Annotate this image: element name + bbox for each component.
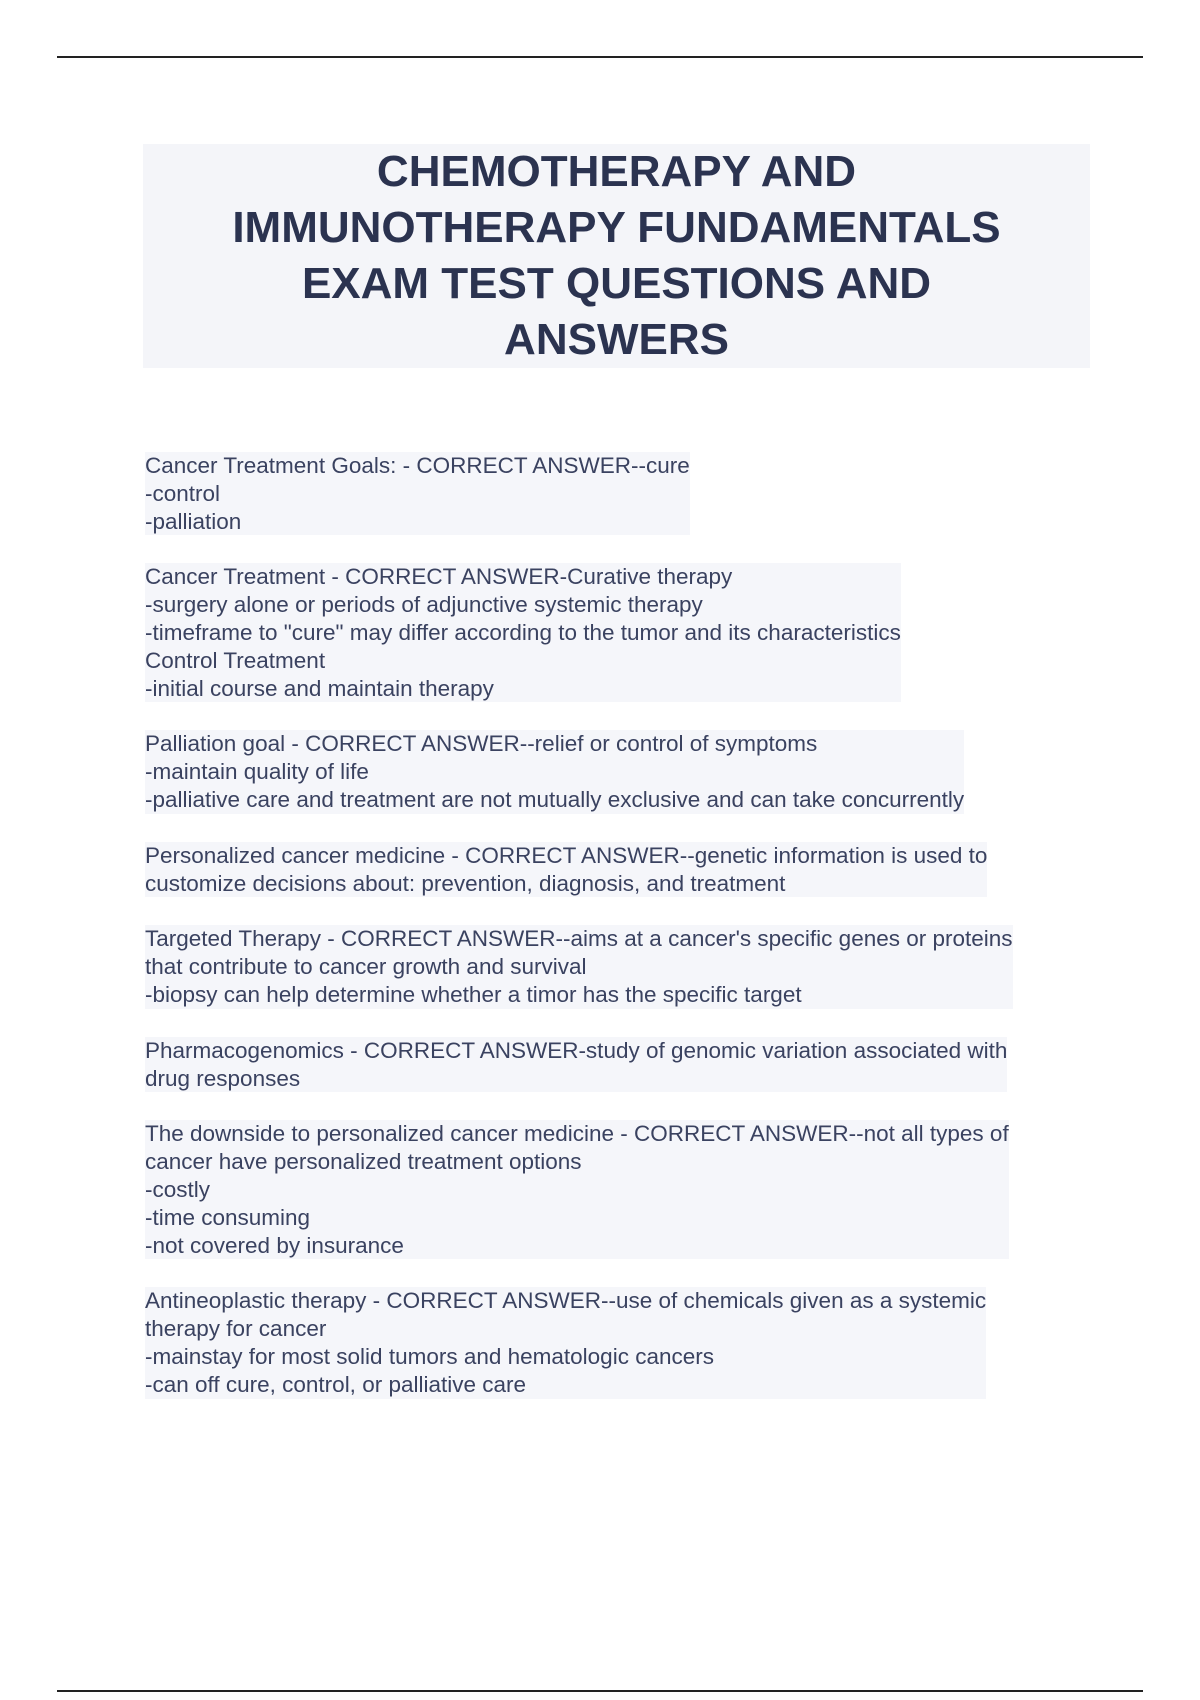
qa-line: -biopsy can help determine whether a timor has the specific target (145, 981, 1013, 1009)
title-line: CHEMOTHERAPY AND (376, 147, 857, 196)
qa-line: -maintain quality of life (145, 758, 964, 786)
qa-line: drug responses (145, 1065, 1007, 1093)
qa-line: -can off cure, control, or palliative care (145, 1371, 986, 1399)
qa-entry (145, 563, 901, 702)
qa-line: -timeframe to "cure" may differ according to the tumor and its characteristics (145, 619, 901, 645)
title-line: EXAM TEST QUESTIONS AND (301, 259, 932, 308)
page-top-rule (57, 56, 1143, 58)
qa-line: -initial course and maintain therapy (145, 675, 901, 703)
qa-entry (145, 842, 987, 898)
qa-entry (145, 1287, 986, 1398)
qa-line: Cancer Treatment Goals: - CORRECT ANSWER--cure (145, 453, 690, 478)
document-title (167, 144, 1067, 368)
qa-line: The downside to personalized cancer medicine - CORRECT ANSWER--not all types of (145, 1121, 1009, 1147)
qa-line: cancer have personalized treatment options (145, 1148, 1009, 1176)
qa-line: -costly (145, 1176, 1009, 1204)
qa-entry (145, 730, 964, 813)
qa-entry (145, 1120, 1009, 1259)
qa-entry (145, 1037, 1007, 1093)
qa-line: -time consuming (145, 1204, 1009, 1232)
qa-line: customize decisions about: prevention, diagnosis, and treatment (145, 870, 987, 898)
qa-line: -palliation (145, 508, 690, 536)
qa-line: -mainstay for most solid tumors and hematologic cancers (145, 1343, 986, 1371)
title-line: IMMUNOTHERAPY FUNDAMENTALS (232, 203, 1001, 252)
qa-line: Antineoplastic therapy - CORRECT ANSWER--use of chemicals given as a systemic (145, 1288, 987, 1314)
qa-line: Personalized cancer medicine - CORRECT ANSWER--genetic information is used to (145, 842, 988, 868)
qa-line: Targeted Therapy - CORRECT ANSWER--aims at a cancer's specific genes or proteins (145, 926, 1013, 952)
qa-entry (145, 452, 690, 535)
qa-line: -not covered by insurance (145, 1232, 1009, 1260)
qa-line: -surgery alone or periods of adjunctive systemic therapy (145, 591, 901, 619)
qa-line: that contribute to cancer growth and survival (145, 953, 1013, 981)
qa-line: Pharmacogenomics - CORRECT ANSWER-study of genomic variation associated with (145, 1037, 1008, 1063)
title-line: ANSWERS (504, 315, 729, 364)
qa-entry (145, 925, 1013, 1008)
page-bottom-rule (57, 1690, 1143, 1692)
title-banner (143, 144, 1090, 368)
qa-line: Palliation goal - CORRECT ANSWER--relief or control of symptoms (145, 730, 964, 758)
qa-line: -control (145, 480, 690, 508)
qa-line: Control Treatment (145, 647, 901, 675)
qa-line: -palliative care and treatment are not mutually exclusive and can take concurrently (145, 786, 965, 812)
qa-line: Cancer Treatment - CORRECT ANSWER-Curative therapy (145, 563, 901, 591)
qa-list (145, 452, 1095, 1427)
qa-line: therapy for cancer (145, 1315, 986, 1343)
